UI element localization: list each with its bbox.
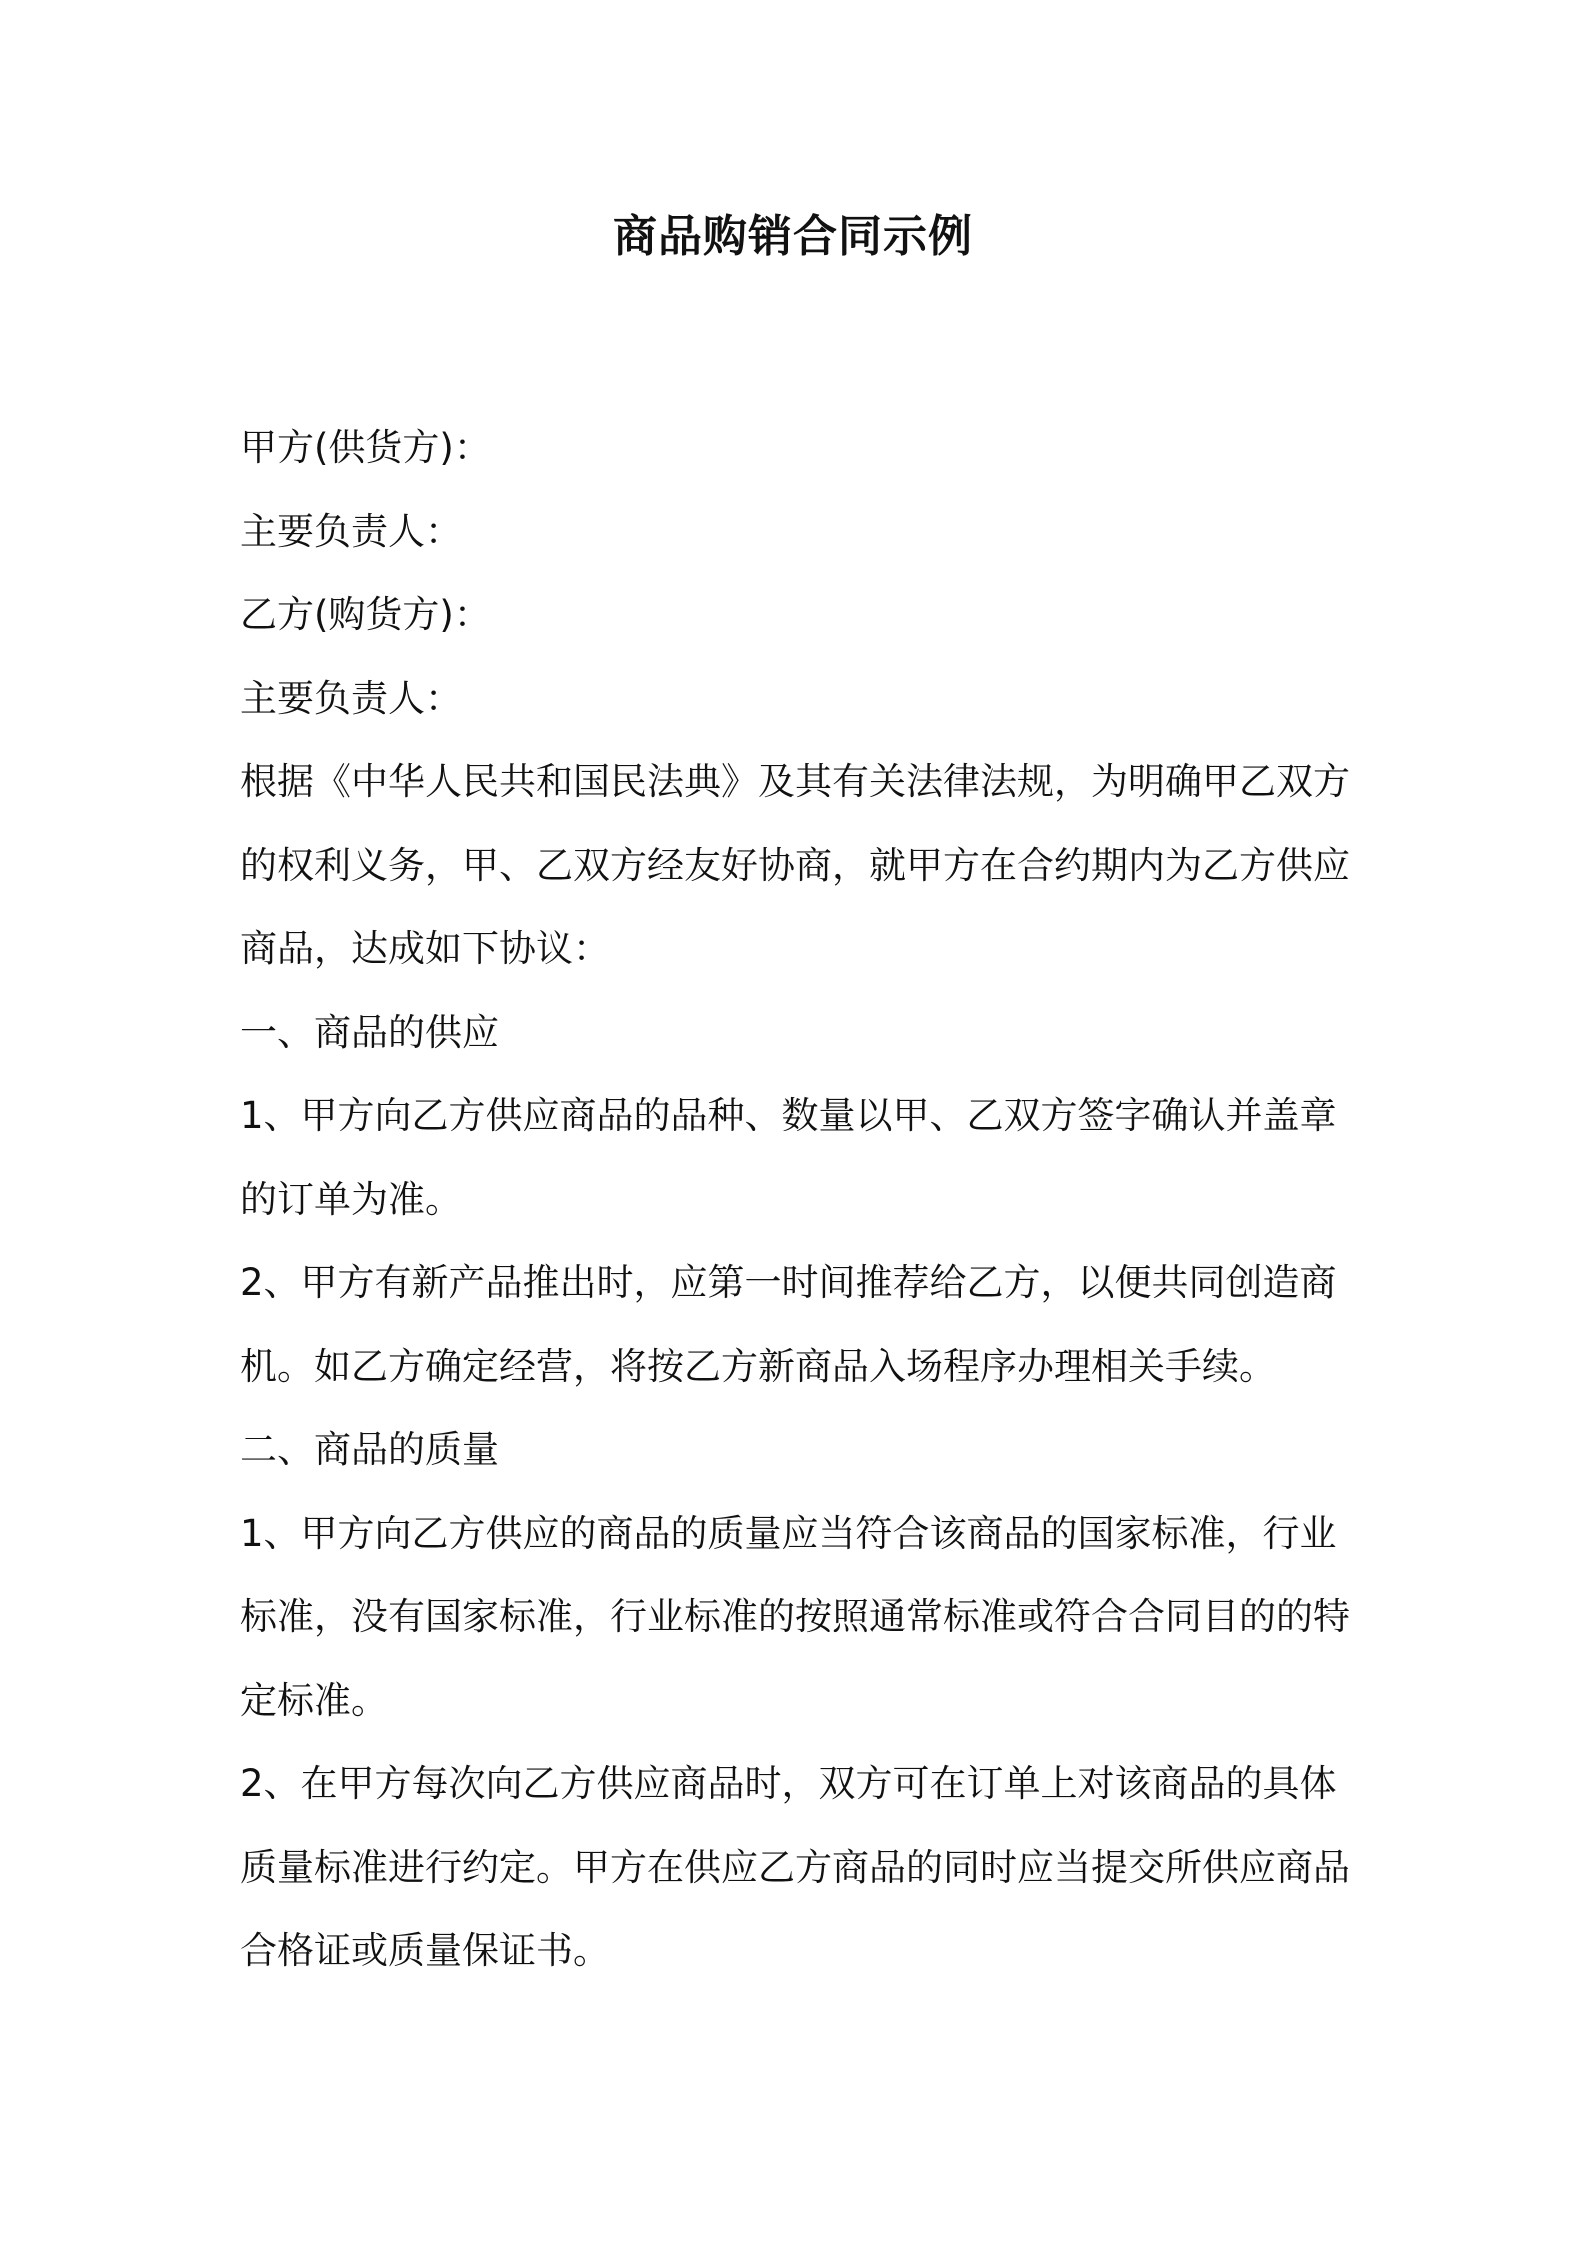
party-b-responsible-line: 主要负责人： xyxy=(240,676,462,720)
supply-clause-1-line-1: 1、甲方向乙方供应商品的品种、数量以甲、乙双方签字确认并盖章 xyxy=(240,1094,1337,1137)
document-body xyxy=(240,406,1360,1993)
supply-clause-1-line-2: 的订单为准。 xyxy=(240,1177,462,1221)
quality-clause-1-line-3: 定标准。 xyxy=(240,1678,388,1722)
preamble-line-3: 商品，达成如下协议： xyxy=(240,927,610,970)
party-a-line: 甲方(供货方)： xyxy=(240,426,491,469)
quality-clause-2-line-3: 合格证或质量保证书。 xyxy=(240,1929,610,1972)
quality-clause-1-line-1: 1、甲方向乙方供应的商品的质量应当符合该商品的国家标准，行业 xyxy=(240,1511,1337,1555)
supply-clause-2-line-2: 机。如乙方确定经营，将按乙方新商品入场程序办理相关手续。 xyxy=(240,1344,1276,1388)
party-a-responsible-line: 主要负责人： xyxy=(240,509,462,553)
party-b-line: 乙方(购货方)： xyxy=(240,593,491,636)
quality-clause-1-line-2: 标准，没有国家标准，行业标准的按照通常标准或符合合同目的的特 xyxy=(240,1595,1350,1638)
section-heading-quality: 二、商品的质量 xyxy=(240,1428,499,1471)
supply-clause-2-line-1: 2、甲方有新产品推出时，应第一时间推荐给乙方，以便共同创造商 xyxy=(240,1261,1337,1304)
quality-clause-2-line-1: 2、在甲方每次向乙方供应商品时，双方可在订单上对该商品的具体 xyxy=(240,1762,1337,1805)
quality-clause-2-line-2: 质量标准进行约定。甲方在供应乙方商品的同时应当提交所供应商品 xyxy=(240,1845,1350,1889)
preamble-line-1: 根据《中华人民共和国民法典》及其有关法律法规，为明确甲乙双方 xyxy=(240,760,1350,803)
section-heading-supply: 一、商品的供应 xyxy=(240,1010,499,1054)
document-title: 商品购销合同示例 xyxy=(613,211,973,262)
preamble-line-2: 的权利义务，甲、乙双方经友好协商，就甲方在合约期内为乙方供应 xyxy=(240,843,1350,887)
